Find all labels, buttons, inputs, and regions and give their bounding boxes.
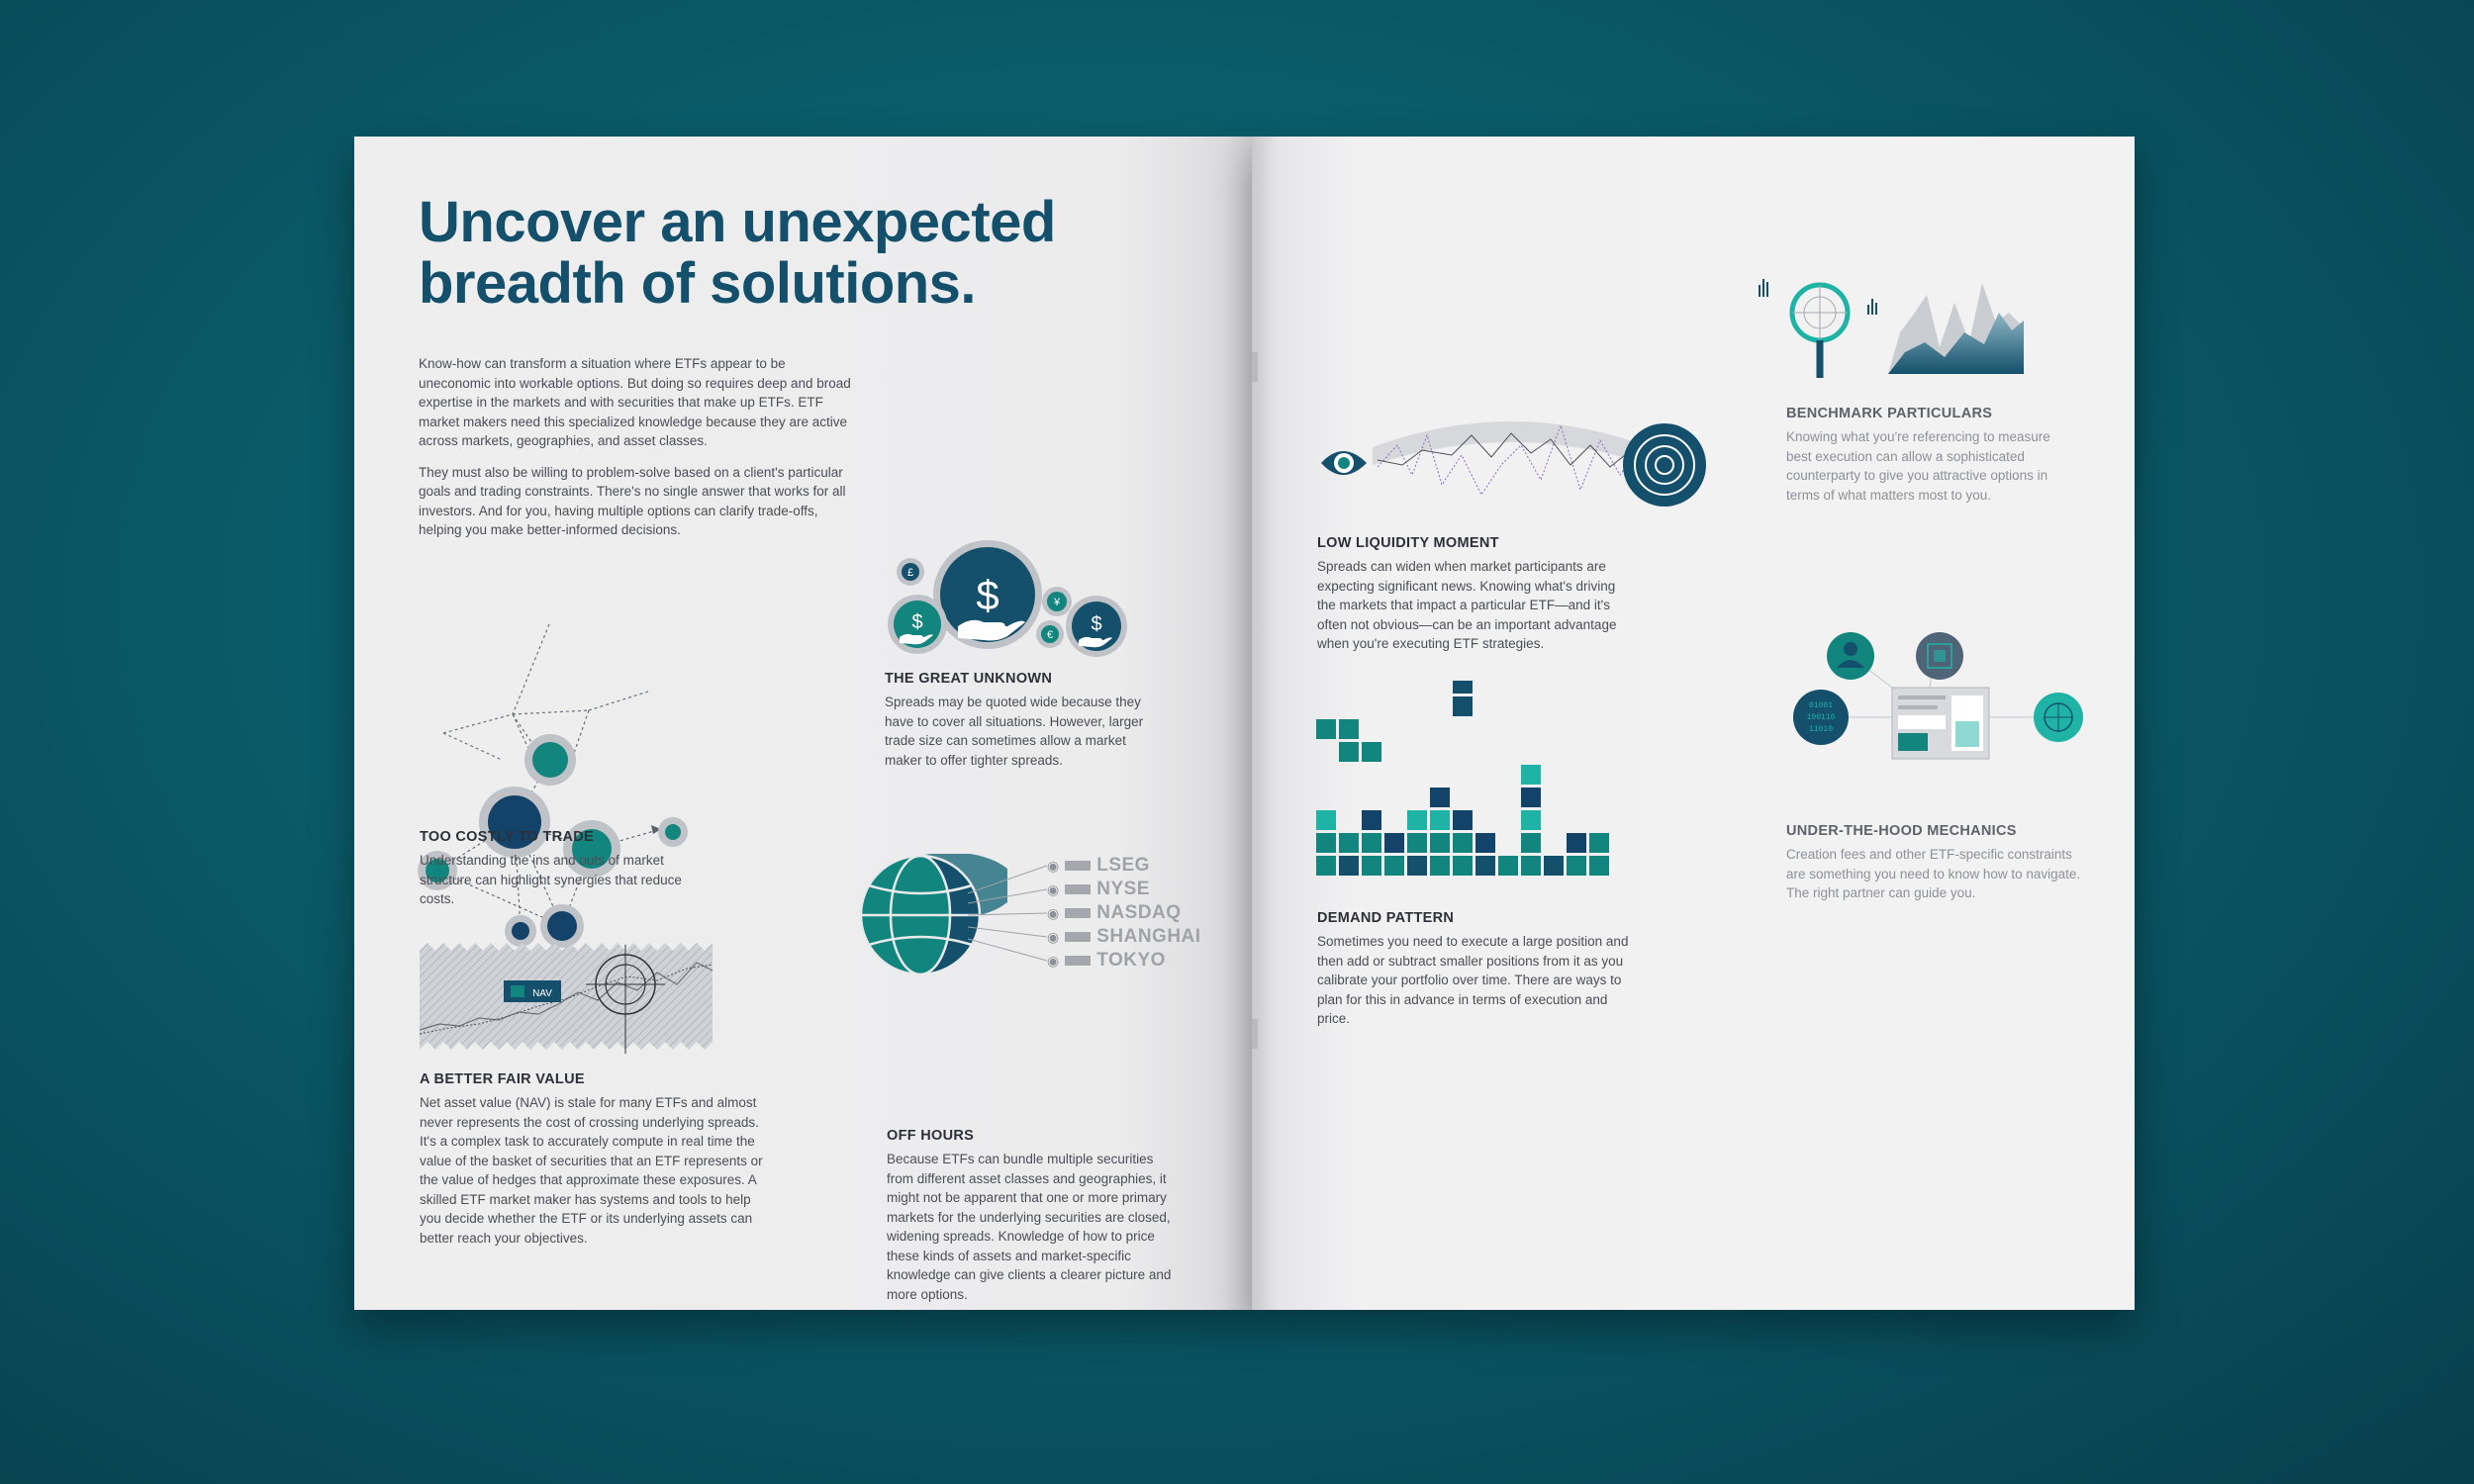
- demand-block: [1407, 833, 1427, 853]
- left-page: [354, 137, 1252, 1310]
- demand-block: [1521, 810, 1541, 830]
- flag-icon: [1065, 932, 1091, 942]
- demand-block: [1589, 856, 1609, 876]
- exchange-nyse: NYSE: [1096, 879, 1150, 899]
- demand-block: [1339, 742, 1359, 762]
- eye-icon: ◉: [1047, 928, 1060, 945]
- demand-block: [1453, 833, 1473, 853]
- binary-line-1: 01001: [1808, 701, 1834, 710]
- exchange-item: [1047, 949, 1245, 973]
- exchange-lseg: LSEG: [1096, 855, 1150, 876]
- demand-block: [1521, 788, 1541, 807]
- flag-icon: [1065, 956, 1091, 966]
- demand-block: [1453, 681, 1473, 694]
- demand-block: [1430, 810, 1450, 830]
- demand-block: [1567, 856, 1586, 876]
- eye-icon: ◉: [1047, 904, 1060, 921]
- globe-node-icon: [2034, 693, 2083, 742]
- demand-block: [1384, 856, 1404, 876]
- demand-pattern-text: Sometimes you need to execute a large position and then add or subtract smaller positions from it as you calibrate your portfolio over time. There are ways to plan for this in advance in terms of execution and price.: [1317, 934, 1629, 1026]
- staple-top: [1252, 352, 1258, 382]
- demand-block: [1407, 810, 1427, 830]
- currency-illustration: [874, 535, 1181, 674]
- exchange-item: [1047, 854, 1245, 878]
- off-hours-text: Because ETFs can bundle multiple securities from different asset classes and geographies, it might not be apparent that one or more primary markets for the underlying securities are closed, widening spreads. Knowledge of how to price these kinds of assets and market-specific knowledge can give clients a clearer picture and more options.: [887, 1152, 1172, 1302]
- demand-block: [1339, 719, 1359, 739]
- dollar-symbol-right: $: [1091, 613, 1102, 635]
- demand-block: [1430, 788, 1450, 807]
- benchmark-heading: BENCHMARK PARTICULARS: [1786, 406, 1993, 421]
- off-hours-heading: OFF HOURS: [887, 1128, 975, 1144]
- demand-block: [1430, 833, 1450, 853]
- demand-block: [1316, 856, 1336, 876]
- low-liquidity-text: Spreads can widen when market participants are expecting significant news. Knowing what's driving the markets that impact a particular ETF—and it's often not obvious—can be an important advantage when you're executing ETF strategies.: [1317, 559, 1617, 651]
- demand-block: [1339, 833, 1359, 853]
- eye-icon: ◉: [1047, 881, 1060, 897]
- user-icon: [1827, 632, 1874, 680]
- benchmark-text: Knowing what you're referencing to measure best execution can allow a sophisticated counterparty to give you attractive options in terms of what matters most to you.: [1786, 429, 2050, 503]
- demand-pattern-chart: [1316, 681, 1633, 898]
- binary-icon: [1793, 690, 1849, 745]
- target-icon: [1623, 423, 1706, 507]
- exchange-connector-lines: [968, 854, 1052, 982]
- fair-value-heading: A BETTER FAIR VALUE: [420, 1071, 585, 1087]
- demand-block: [1521, 765, 1541, 785]
- demand-block: [1316, 719, 1336, 739]
- too-costly-text: Understanding the ins and outs of market structure can highlight synergies that reduce costs.: [420, 853, 682, 906]
- eye-icon: ◉: [1047, 857, 1060, 874]
- liquidity-illustration: [1313, 406, 1709, 524]
- demand-block: [1475, 856, 1495, 876]
- staple-bottom: [1252, 1019, 1258, 1049]
- demand-block: [1362, 810, 1381, 830]
- exchange-shanghai: SHANGHAI: [1096, 926, 1201, 947]
- demand-block: [1544, 856, 1564, 876]
- pound-symbol: £: [906, 567, 914, 579]
- intro-text: [419, 354, 854, 552]
- intro-paragraph-2: They must also be willing to problem-solve based on a client's particular goals and trading constraints. There's no single answer that works for all investors. And for you, having multiple options can clarify trade-offs, helping you make better-informed decisions.: [419, 464, 846, 537]
- demand-block: [1453, 810, 1473, 830]
- exchange-item: [1047, 901, 1245, 925]
- demand-block: [1430, 856, 1450, 876]
- demand-block: [1453, 696, 1473, 716]
- dollar-symbol-left: $: [911, 611, 923, 633]
- demand-block: [1362, 856, 1381, 876]
- exchange-list: [1047, 854, 1245, 973]
- dashboard-icon: [1892, 688, 1989, 759]
- demand-block: [1521, 833, 1541, 853]
- nav-label: NAV: [532, 988, 552, 999]
- demand-block: [1567, 833, 1586, 853]
- demand-block: [1498, 856, 1518, 876]
- yen-symbol: ¥: [1053, 597, 1061, 608]
- page-title: Uncover an unexpected breadth of solutions.: [419, 190, 1056, 316]
- demand-block: [1316, 810, 1336, 830]
- demand-block: [1362, 742, 1381, 762]
- fair-value-text: Net asset value (NAV) is stale for many ETFs and almost never represents the cost of crossing underlying spreads. It's a complex task to accurately compute in real time the value of the basket of securities that an ETF represents or the value of hedges that approximate these exposures. A skilled ETF market maker has systems and tools to help you decide whether the ETF or its underlying assets can better reach your objectives.: [420, 1095, 763, 1246]
- exchange-item: [1047, 925, 1245, 949]
- flag-icon: [1065, 908, 1091, 918]
- exchange-item: [1047, 878, 1245, 901]
- mechanics-illustration: [1781, 626, 2098, 804]
- right-page: [1252, 137, 2135, 1310]
- demand-block: [1453, 856, 1473, 876]
- under-hood-heading: UNDER-THE-HOOD MECHANICS: [1786, 823, 2017, 839]
- under-hood-text: Creation fees and other ETF-specific constraints are something you need to know how to navigate. The right partner can guide you.: [1786, 847, 2081, 900]
- euro-symbol: €: [1046, 629, 1054, 641]
- intro-paragraph-1: Know-how can transform a situation where ETFs appear to be uneconomic into workable options. But doing so requires deep and broad expertise in the markets and with securities that make up ETFs. ETF market makers need this specialized knowledge because they are active across markets, geographies, and asset classes.: [419, 356, 851, 448]
- great-unknown-text: Spreads may be quoted wide because they have to cover all situations. However, larger trade size can sometimes allow a market maker to offer tighter spreads.: [885, 695, 1144, 768]
- demand-block: [1362, 833, 1381, 853]
- demand-block: [1316, 833, 1336, 853]
- demand-block: [1339, 856, 1359, 876]
- low-liquidity-heading: LOW LIQUIDITY MOMENT: [1317, 535, 1499, 551]
- demand-block: [1475, 833, 1495, 853]
- fair-value-chart: [420, 943, 716, 1057]
- great-unknown-heading: THE GREAT UNKNOWN: [885, 671, 1053, 687]
- eye-icon: [1321, 451, 1367, 475]
- demand-block: [1384, 833, 1404, 853]
- too-costly-heading: TOO COSTLY TO TRADE: [420, 829, 594, 845]
- dollar-symbol-large: $: [976, 572, 999, 618]
- demand-block: [1589, 833, 1609, 853]
- binary-line-3: 11010: [1808, 725, 1834, 734]
- exchange-nasdaq: NASDAQ: [1096, 902, 1182, 923]
- chip-icon: [1916, 632, 1963, 680]
- binary-line-2: 100110: [1806, 713, 1836, 722]
- flag-icon: [1065, 884, 1091, 894]
- demand-block: [1521, 856, 1541, 876]
- benchmark-illustration: [1757, 273, 2053, 382]
- demand-block: [1407, 856, 1427, 876]
- exchange-tokyo: TOKYO: [1096, 950, 1166, 971]
- eye-icon: ◉: [1047, 952, 1060, 969]
- demand-pattern-heading: DEMAND PATTERN: [1317, 910, 1455, 926]
- flag-icon: [1065, 861, 1091, 871]
